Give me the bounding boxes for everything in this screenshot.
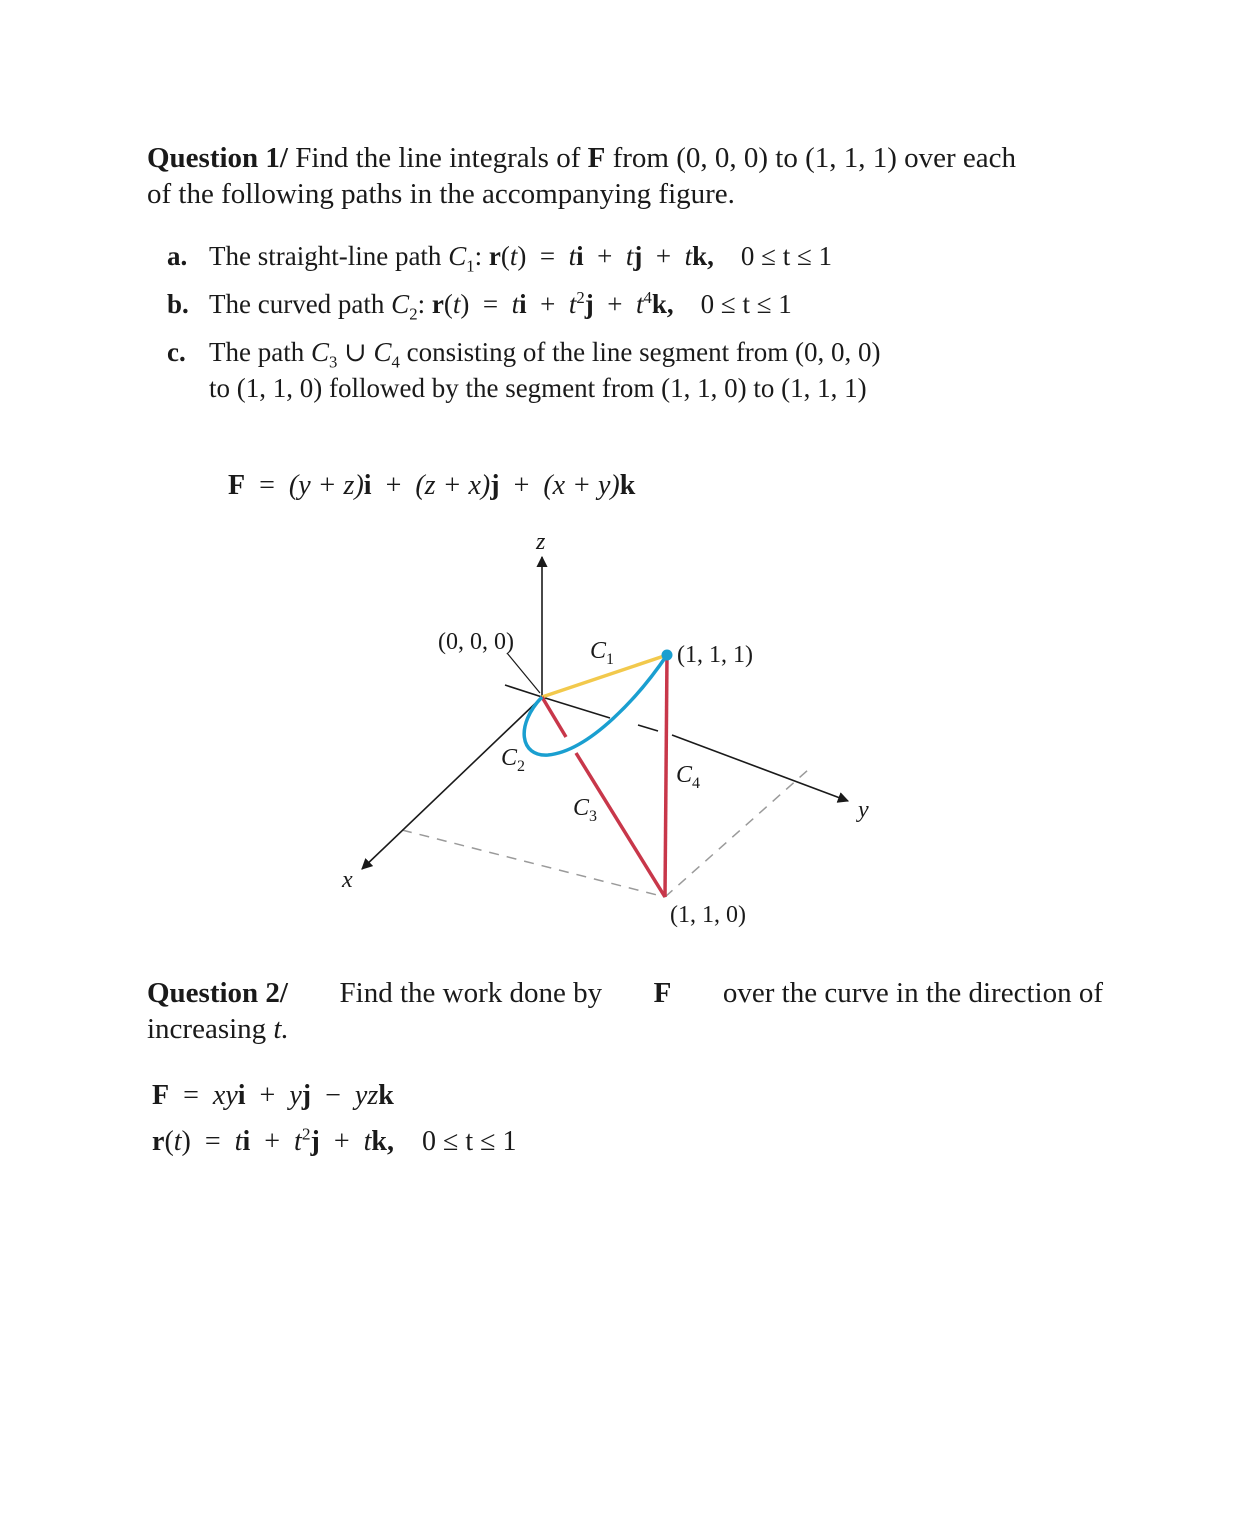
c2-label-letter: C [501, 745, 518, 771]
point-1-1-0-label: (1, 1, 0) [670, 902, 746, 928]
plus: + [333, 1126, 350, 1157]
point-1-1-1-label: (1, 1, 1) [677, 642, 753, 668]
equals: = [259, 470, 275, 501]
t-symbol: t [234, 1126, 243, 1157]
c1-label [590, 638, 614, 668]
k-vector: k, [692, 241, 714, 271]
k-vector: k, [371, 1126, 394, 1157]
plus: + [655, 241, 672, 271]
j-vector: j [633, 241, 643, 271]
r-symbol: r [488, 241, 501, 271]
equals: = [482, 289, 499, 319]
question-2-label: Question 2/ [147, 977, 288, 1009]
item-b-label: b. [167, 289, 189, 319]
item-b-range: 0 ≤ t ≤ 1 [700, 289, 792, 319]
plus: + [540, 289, 556, 319]
c3-label [573, 795, 597, 825]
colon: : [474, 241, 483, 271]
c4-label-sub: 4 [692, 775, 701, 792]
origin-label: (0, 0, 0) [438, 629, 514, 655]
minus: − [325, 1080, 341, 1111]
question-2-field-equation [152, 1080, 394, 1112]
item-a-label: a. [167, 241, 188, 271]
question-2-text-a: Find the work done by [339, 977, 603, 1009]
item-a: a. The straight-line path $C_1$: r(t) = ti + tj + tk, 0 ≤ t ≤ 1 [167, 238, 832, 274]
question-2-heading [147, 975, 1103, 1011]
j-vector: j [310, 1126, 320, 1157]
x-axis-label: x [342, 867, 353, 893]
plus: + [259, 1080, 276, 1111]
vector-f: F [653, 977, 672, 1009]
c3-label-sub: 3 [589, 808, 598, 825]
x-axis-back [505, 685, 542, 697]
plus: + [513, 470, 530, 501]
i-vector: i [237, 1080, 246, 1111]
t-symbol: t [452, 289, 461, 319]
item-c [167, 334, 881, 370]
k-vector: k [619, 470, 636, 501]
item-c-text-b: consisting of the line segment from (0, 0, 0) [406, 337, 881, 367]
t-symbol: t [363, 1126, 372, 1157]
question-2-line-2 [147, 1011, 289, 1047]
t-symbol: t. [273, 1013, 289, 1045]
r-symbol: r [431, 289, 444, 319]
question-1-text-a: Find the line integrals of [295, 142, 581, 174]
y-axis-label: y [858, 797, 869, 823]
path-c4 [665, 655, 667, 897]
colon: : [417, 289, 426, 319]
item-c-line-2: to (1, 1, 0) followed by the segment from (1, 1, 0) to (1, 1, 1) [209, 373, 867, 403]
c1-label-sub: 1 [606, 651, 615, 668]
question-2-text-c: increasing [147, 1013, 267, 1045]
question-1-heading [147, 140, 1016, 176]
k-vector: k, [651, 289, 674, 319]
curve-c4-symbol: C [373, 337, 392, 367]
t-symbol: t [294, 1126, 302, 1157]
term-y-plus-z: (y + z) [288, 470, 364, 501]
c4-label-letter: C [676, 762, 693, 788]
term-xy: xy [212, 1080, 238, 1111]
plus: + [607, 289, 623, 319]
i-vector: i [363, 470, 372, 501]
c2-subscript: 2 [409, 304, 418, 324]
term-z-plus-x: (z + x) [415, 470, 491, 501]
y-axis-segment-2 [638, 725, 658, 731]
item-c-label: c. [167, 337, 186, 367]
c1-label-letter: C [590, 638, 607, 664]
vector-f: F [152, 1080, 170, 1111]
question-2-range: 0 ≤ t ≤ 1 [421, 1126, 517, 1157]
c4-label [676, 762, 700, 792]
path-c3-lower [576, 753, 665, 897]
t-symbol: t [635, 289, 644, 319]
dashed-base-y-edge [665, 770, 808, 897]
term-x-plus-y: (x + y) [543, 470, 620, 501]
curve-c2-symbol: C [391, 289, 410, 319]
term-yz: yz [354, 1080, 379, 1111]
z-axis-label: z [536, 529, 546, 555]
c3-subscript: 3 [328, 352, 338, 372]
t-symbol: t [568, 241, 577, 271]
c1-subscript: 1 [466, 256, 475, 276]
k-vector: k [378, 1080, 394, 1111]
t-symbol: t [173, 1126, 182, 1157]
equals: = [539, 241, 556, 271]
c2-label [501, 745, 525, 775]
r-symbol: r [152, 1126, 165, 1157]
dashed-base-x-edge [402, 830, 665, 897]
point-1-1-1-marker [662, 650, 673, 661]
path-figure [320, 525, 920, 945]
question-2-curve-equation: r(t) = ti + $t^2j$ + tk, 0 ≤ t ≤ 1 [152, 1124, 517, 1157]
equals: = [183, 1080, 199, 1111]
question-2-text-b: over the curve in the direction of [722, 977, 1103, 1009]
term-y: y [289, 1080, 302, 1111]
question-1-text-b: from (0, 0, 0) to (1, 1, 1) over each [612, 142, 1017, 174]
vector-f: F [587, 142, 606, 174]
c4-subscript: 4 [391, 352, 400, 372]
t-symbol: t [568, 289, 577, 319]
exponent-2: 2 [301, 1124, 311, 1144]
exponent-4: 4 [643, 288, 652, 307]
union-symbol: ∪ [344, 337, 367, 367]
t-symbol: t [511, 289, 520, 319]
item-b-text: The curved path [209, 289, 385, 319]
equals: = [204, 1126, 221, 1157]
j-vector: j [301, 1080, 312, 1111]
item-c-text-a: The path [209, 337, 305, 367]
x-axis [362, 697, 542, 869]
item-a-text: The straight-line path [209, 241, 442, 271]
j-vector: j [584, 289, 594, 319]
t-symbol: t [684, 241, 693, 271]
vector-f: F [228, 470, 246, 501]
i-vector: i [242, 1126, 251, 1157]
plus: + [597, 241, 613, 271]
exponent-2: 2 [576, 288, 585, 307]
plus: + [264, 1126, 281, 1157]
question-1-field-equation [228, 470, 635, 502]
question-1-label: Question 1/ [147, 142, 288, 174]
c3-label-letter: C [573, 795, 590, 821]
curve-c1-symbol: C [448, 241, 467, 271]
t-symbol: t [625, 241, 634, 271]
i-vector: i [519, 289, 527, 319]
curve-c3-symbol: C [310, 337, 329, 367]
item-a-range: 0 ≤ t ≤ 1 [740, 241, 833, 271]
c2-label-sub: 2 [517, 758, 526, 775]
question-1-line-2: of the following paths in the accompanying figure. [147, 178, 735, 210]
t-symbol: t [509, 241, 518, 271]
item-b: b. The curved path $C_2$: r(t) = ti + $t^2j + t^4k$, 0 ≤ t ≤ 1 [167, 288, 792, 324]
i-vector: i [576, 241, 584, 271]
plus: + [385, 470, 402, 501]
j-vector: j [490, 470, 500, 501]
